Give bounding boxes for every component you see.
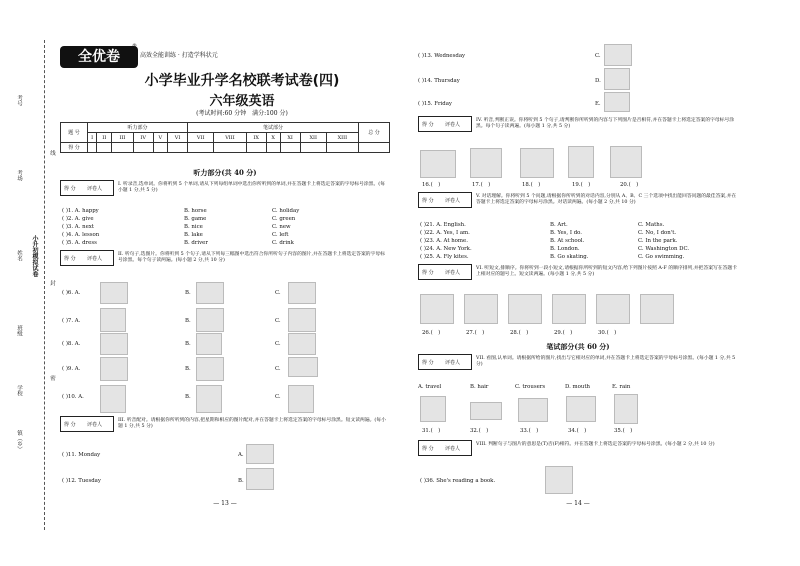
s3-q14: ( )14. Thursday (418, 78, 460, 84)
num-cell: IV (133, 133, 153, 143)
s5-option: B. At school. (550, 238, 585, 244)
s7-word: D. mouth (565, 384, 591, 390)
picture-mouth (470, 402, 502, 420)
num-cell: IX (246, 133, 266, 143)
label-xingming: 姓名 (16, 250, 22, 261)
s5-option: ( )25. A. Fly kites. (420, 254, 469, 260)
writing-title: 笔试部分(共 60 分) (546, 342, 610, 351)
picture-hair (420, 396, 446, 422)
picture-boots (288, 308, 316, 332)
seal-line (44, 40, 45, 530)
s4-num: 17.( ) (472, 182, 491, 188)
num-cell: XII (300, 133, 326, 143)
num-cell: VI (167, 133, 187, 143)
picture-child (100, 385, 126, 413)
label-banji: 班级 (16, 325, 22, 336)
picture-zoo (552, 294, 586, 324)
picture-hand (196, 282, 224, 304)
s1-option: B. lake (184, 232, 203, 238)
picture-teapot (100, 308, 126, 332)
brand-slogan: 高效全能训练 · 打造学科状元 (140, 52, 218, 59)
s1-option: C. holiday (272, 208, 300, 214)
label-xuexiao: 学校 (16, 385, 22, 396)
s1-instructions: I. 听录音,选单词。你将听到 5 个单词,请从下列每组单词中选出你所听到的单词,并在答题卡上将选定答案的字母标号涂黑。(每小题 1 分,共 5 分) (118, 182, 385, 193)
s4-num: 20.( ) (620, 182, 639, 188)
score-box (418, 192, 472, 208)
picture-building (246, 468, 274, 490)
s1-option: B. game (184, 216, 207, 222)
picture-trousers (614, 394, 638, 424)
picture-park (520, 148, 554, 178)
s5-option: B. Go skating. (550, 254, 589, 260)
s3-q12: ( )12. Tuesday (62, 478, 101, 484)
picture-bed (610, 146, 642, 178)
brand-mark: ® (132, 43, 137, 49)
picture-dog (196, 357, 224, 381)
s1-option: B. nice (184, 224, 203, 230)
label-kaohao: 考号 (16, 95, 22, 106)
s5-option: C. Washington DC. (638, 246, 690, 252)
num-cell: V (153, 133, 167, 143)
label-kaochang: 考场 (16, 170, 22, 181)
s3-q13: ( )13. Wednesday (418, 53, 466, 59)
s5-option: C. Maths. (638, 222, 665, 228)
score-box (60, 250, 114, 266)
s4-num: 18.( ) (522, 182, 541, 188)
s3-q11: ( )11. Monday (62, 452, 101, 458)
picture-shoe (288, 333, 316, 355)
picture-family (420, 294, 454, 324)
option-c: C. (275, 290, 281, 296)
num-cell: VIII (214, 133, 246, 143)
option-d: D. (595, 78, 601, 84)
score-label: 得 分 (422, 198, 434, 204)
col-listen: 听力部分 (88, 123, 188, 133)
s1-option: C. left (272, 232, 289, 238)
s2-q6: ( )6. A. (62, 290, 81, 296)
s4-instructions: IV. 听音,判断正误。你将听到 5 个句子,请判断你所听到的内容与下列图片是否相符,并在答题卡上将选定答案的字母标号涂黑。每个句子读两遍。(每小题 1 分,共 5 分) (476, 118, 735, 129)
listening-title: 听力部分(共 40 分) (193, 168, 257, 177)
picture-eye (288, 282, 316, 304)
s5-option: B. London. (550, 246, 580, 252)
score-box (60, 180, 114, 196)
col-tihao: 题 号 (61, 123, 88, 143)
option-c: C. (275, 366, 281, 372)
s5-option: C. No, I don't. (638, 230, 677, 236)
s6-instructions: VI. 听短文,排顺序。你将听到一段小短文,请根据你所听到的短文内容,给下列图片按照 A-F 的顺序排列,并把答案写在答题卡上相对应的题号上。短文读两遍。(每小题 1 分,共 5 分) (476, 266, 738, 277)
num-cell: XI (280, 133, 300, 143)
option-a: A. (238, 452, 244, 458)
s5-option: B. Yes, I do. (550, 230, 583, 236)
grader-label: 评卷人 (87, 422, 103, 428)
picture-person (196, 385, 222, 413)
s5-option: ( )24. A. New York. (420, 246, 472, 252)
score-box (418, 264, 472, 280)
label-xiangzhen: 镇（乡） (16, 430, 22, 452)
score-box (418, 440, 472, 456)
picture-shirt (196, 308, 224, 332)
option-b: B. (185, 318, 191, 324)
s5-option: ( )23. A. At home. (420, 238, 468, 244)
score-box (418, 354, 472, 370)
score-label: 得 分 (64, 422, 76, 428)
s3-q15: ( )15. Friday (418, 101, 452, 107)
s5-instructions: V. 对话理解。你将听到 5 个问题,请根据你所听到的对话内容,分别从 A、B、C 三个选项中找出能回答问题的最佳答案,并在答题卡上将选定答案的字母标号涂黑。对话读两遍。(每小题 2 分,共 10 分) (476, 194, 737, 205)
option-c: C. (595, 53, 601, 59)
picture-tree (604, 68, 630, 90)
option-e: E. (595, 101, 601, 107)
option-c: C. (275, 318, 281, 324)
s2-q9: ( )9. A. (62, 366, 81, 372)
picture-panda (464, 294, 498, 324)
label-xian: 线 (49, 150, 55, 156)
exam-subtitle: 六年级英语 (209, 94, 275, 109)
num-cell: I (88, 133, 97, 143)
picture-kids (470, 148, 502, 178)
s1-option: ( )5. A. dress (62, 240, 97, 246)
row-score: 得 分 (61, 143, 88, 153)
picture-dinner (508, 294, 542, 324)
exam-title: 小学毕业升学名校联考试卷(四) (144, 73, 340, 89)
s7-word: B. hair (470, 384, 489, 390)
option-c: C. (275, 341, 281, 347)
s7-word: E. rain (612, 384, 631, 390)
grader-label: 评卷人 (445, 360, 461, 366)
score-table (60, 122, 390, 153)
s5-option: C. Go swimming. (638, 254, 685, 260)
s2-q8: ( )8. A. (62, 341, 81, 347)
num-cell: XIII (326, 133, 358, 143)
s3-instructions: III. 听音配对。请根据你所听到的内容,把星期和相应的图片配对,并在答题卡上将选定答案的字母标号涂黑。短文读两遍。(每小题 1 分,共 5 分) (118, 418, 386, 429)
col-total: 总 分 (359, 123, 390, 143)
s6-num: 27.( ) (466, 330, 485, 336)
s7-num: 34.( ) (568, 428, 587, 434)
grader-label: 评卷人 (445, 446, 461, 452)
picture-reading (604, 44, 632, 66)
s6-num: 28.( ) (510, 330, 529, 336)
grader-label: 评卷人 (445, 122, 461, 128)
s2-q10: ( )10. A. (62, 394, 84, 400)
exam-info: (考试时间:60 分钟 满分:100 分) (196, 110, 288, 117)
s7-num: 35.( ) (614, 428, 633, 434)
picture-foot (100, 282, 128, 304)
s4-num: 16.( ) (422, 182, 441, 188)
s1-option: ( )2. A. give (62, 216, 94, 222)
picture-book (604, 92, 630, 112)
num-cell: II (97, 133, 112, 143)
s6-num: 26.( ) (422, 330, 441, 336)
s6-num: 30.( ) (598, 330, 617, 336)
s4-num: 19.( ) (572, 182, 591, 188)
score-box (60, 416, 114, 432)
s7-num: 33.( ) (520, 428, 539, 434)
option-b: B. (185, 290, 191, 296)
option-b: B. (185, 394, 191, 400)
grader-label: 评卷人 (87, 256, 103, 262)
picture-girl-reading (545, 466, 573, 494)
score-label: 得 分 (422, 122, 434, 128)
picture-statue (568, 146, 594, 178)
num-cell: III (112, 133, 133, 143)
picture-home (640, 294, 674, 324)
option-b: B. (185, 366, 191, 372)
s8-q36: ( )36. She's reading a book. (420, 478, 496, 484)
s1-option: ( )1. A. happy (62, 208, 99, 214)
s5-option: B. Art. (550, 222, 568, 228)
picture-girl (100, 357, 128, 381)
option-b: B. (185, 341, 191, 347)
s8-instructions: VIII. 判断句子与图片的意思是(T)否(F)相符。并在答题卡上将选定答案的字母标号涂黑。(每小题 2 分,共 10 分) (476, 442, 715, 447)
score-label: 得 分 (64, 256, 76, 262)
s5-option: ( )22. A. Yes, I am. (420, 230, 470, 236)
grader-label: 评卷人 (87, 186, 103, 192)
score-label: 得 分 (422, 446, 434, 452)
s2-q7: ( )7. A. (62, 318, 81, 324)
s5-option: C. In the park. (638, 238, 678, 244)
label-feng: 封 (49, 280, 55, 286)
label-mi: 密 (49, 375, 55, 381)
grader-label: 评卷人 (445, 270, 461, 276)
label-exam-type: 小升初模拟试卷 (31, 235, 38, 277)
s1-option: C. new (272, 224, 291, 230)
score-label: 得 分 (422, 270, 434, 276)
picture-shopping (596, 294, 630, 324)
s7-word: A. travel (418, 384, 442, 390)
picture-faces (566, 396, 596, 422)
grader-label: 评卷人 (445, 198, 461, 204)
s1-option: ( )3. A. next (62, 224, 94, 230)
picture-rain (518, 398, 548, 422)
s7-word: C. trousers (515, 384, 546, 390)
s7-num: 32.( ) (470, 428, 489, 434)
s1-option: B. driver (184, 240, 208, 246)
option-b: B. (238, 478, 244, 484)
col-write: 笔试部分 (188, 123, 359, 133)
num-cell: VII (188, 133, 214, 143)
page-number-left: — 13 — (213, 500, 237, 507)
score-label: 得 分 (422, 360, 434, 366)
score-box (418, 116, 472, 132)
s1-option: B. horse (184, 208, 207, 214)
picture-boy (288, 385, 314, 413)
score-label: 得 分 (64, 186, 76, 192)
picture-rainbow (420, 150, 456, 178)
num-cell: X (266, 133, 280, 143)
picture-classroom (246, 444, 274, 464)
s7-num: 31.( ) (422, 428, 441, 434)
brand-logo: 全优卷 (60, 46, 138, 68)
page-number-right: — 14 — (566, 500, 590, 507)
picture-pizza (100, 333, 128, 355)
option-c: C. (275, 394, 281, 400)
picture-plane (288, 357, 318, 377)
s1-option: C. green (272, 216, 296, 222)
s6-num: 29.( ) (554, 330, 573, 336)
s1-option: ( )4. A. lesson (62, 232, 100, 238)
s1-option: C. drink (272, 240, 294, 246)
picture-cake (196, 333, 222, 355)
s5-option: ( )21. A. English. (420, 222, 466, 228)
s2-instructions: II. 听句子,选图片。你将听到 5 个句子,请从下列每三幅图中选出符合你所听句子内容的图片,并在答题卡上将选定答案的字母标号涂黑。每个句子读两遍。(每小题 2 分,共 10 分) (118, 252, 385, 263)
s7-instructions: VII. 看图,认单词。请根据所给的图片,找出与它相对应的单词,并在答题卡上将选定答案的字母标号涂黑。(每小题 1 分,共 5 分) (476, 356, 736, 367)
